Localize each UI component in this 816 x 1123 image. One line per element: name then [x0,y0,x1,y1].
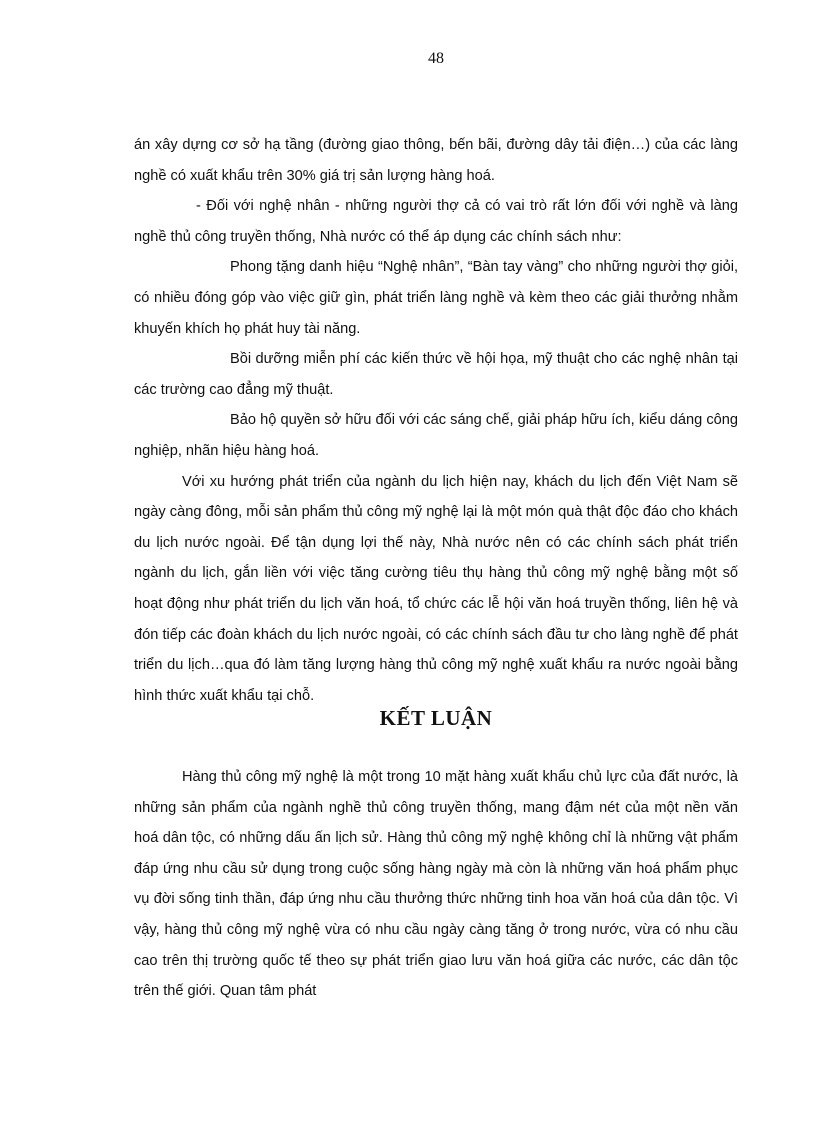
paragraph-tourism: Với xu hướng phát triển của ngành du lịch hiện nay, khách du lịch đến Việt Nam sẽ ngày càng đông, mỗi sản phẩm thủ công mỹ nghệ lại là một món quà thật độc đáo cho khách du lịch nước ngoài. Để tận dụng lợi thế này, Nhà nước nên có các chính sách phát triển ngành du lịch, gắn liền với việc tăng cường tiêu thụ hàng thủ công mỹ nghệ bằng một số hoạt động như phát triển du lịch văn hoá, tổ chức các lễ hội văn hoá truyền thống, liên hệ và đón tiếp các đoàn khách du lịch nước ngoài, có các chính sách đầu tư cho làng nghề để phát triển du lịch…qua đó làm tăng lượng hàng thủ công mỹ nghệ xuất khẩu ra nước ngoài bằng hình thức xuất khẩu tại chỗ. [134,473,738,704]
paragraph-titles-awards: Phong tặng danh hiệu “Nghệ nhân”, “Bàn tay vàng” cho những người thợ giỏi, có nhiều đóng góp vào việc giữ gìn, phát triển làng nghề và kèm theo các giải thưởng nhằm khuyến khích họ phát huy tài năng. [134,259,738,337]
conclusion-paragraph: Hàng thủ công mỹ nghệ là một trong 10 mặt hàng xuất khẩu chủ lực của đất nước, là những sản phẩm của ngành nghề thủ công truyền thống, mang đậm nét của một nền văn hoá dân tộc, có những dấu ấn lịch sử. Hàng thủ công mỹ nghệ không chỉ là những vật phẩm đáp ứng nhu cầu sử dụng trong cuộc sống hàng ngày mà còn là những văn hoá phẩm phục vụ đời sống tinh thần, đáp ứng nhu cầu thưởng thức những tinh hoa văn hoá của dân tộc. Vì vậy, hàng thủ công mỹ nghệ vừa có nhu cầu ngày càng tăng ở trong nước, vừa có nhu cầu cao trên thị trường quốc tế theo sự phát triển giao lưu văn hoá giữa các nước, các dân tộc trên thế giới. Quan tâm phát [134,769,738,1000]
paragraph-infrastructure: án xây dựng cơ sở hạ tầng (đường giao thông, bến bãi, đường dây tải điện…) của các làng nghề có xuất khẩu trên 30% giá trị sản lượng hàng hoá. [134,137,738,184]
conclusion-section [134,762,738,1007]
policy-section [134,130,738,711]
page-number: 48 [428,50,444,67]
paragraph-ip-protection: Bảo hộ quyền sở hữu đối với các sáng chế, giải pháp hữu ích, kiểu dáng công nghiệp, nhãn hiệu hàng hoá. [134,412,738,459]
paragraph-free-training: Bồi dưỡng miễn phí các kiến thức về hội họa, mỹ thuật cho các nghệ nhân tại các trường cao đẳng mỹ thuật. [134,351,738,398]
conclusion-heading: KẾT LUẬN [379,706,493,730]
paragraph-artisans-intro: - Đối với nghệ nhân - những người thợ cả có vai trò rất lớn đối với nghề và làng nghề thủ công truyền thống, Nhà nước có thể áp dụng các chính sách như: [134,198,738,245]
